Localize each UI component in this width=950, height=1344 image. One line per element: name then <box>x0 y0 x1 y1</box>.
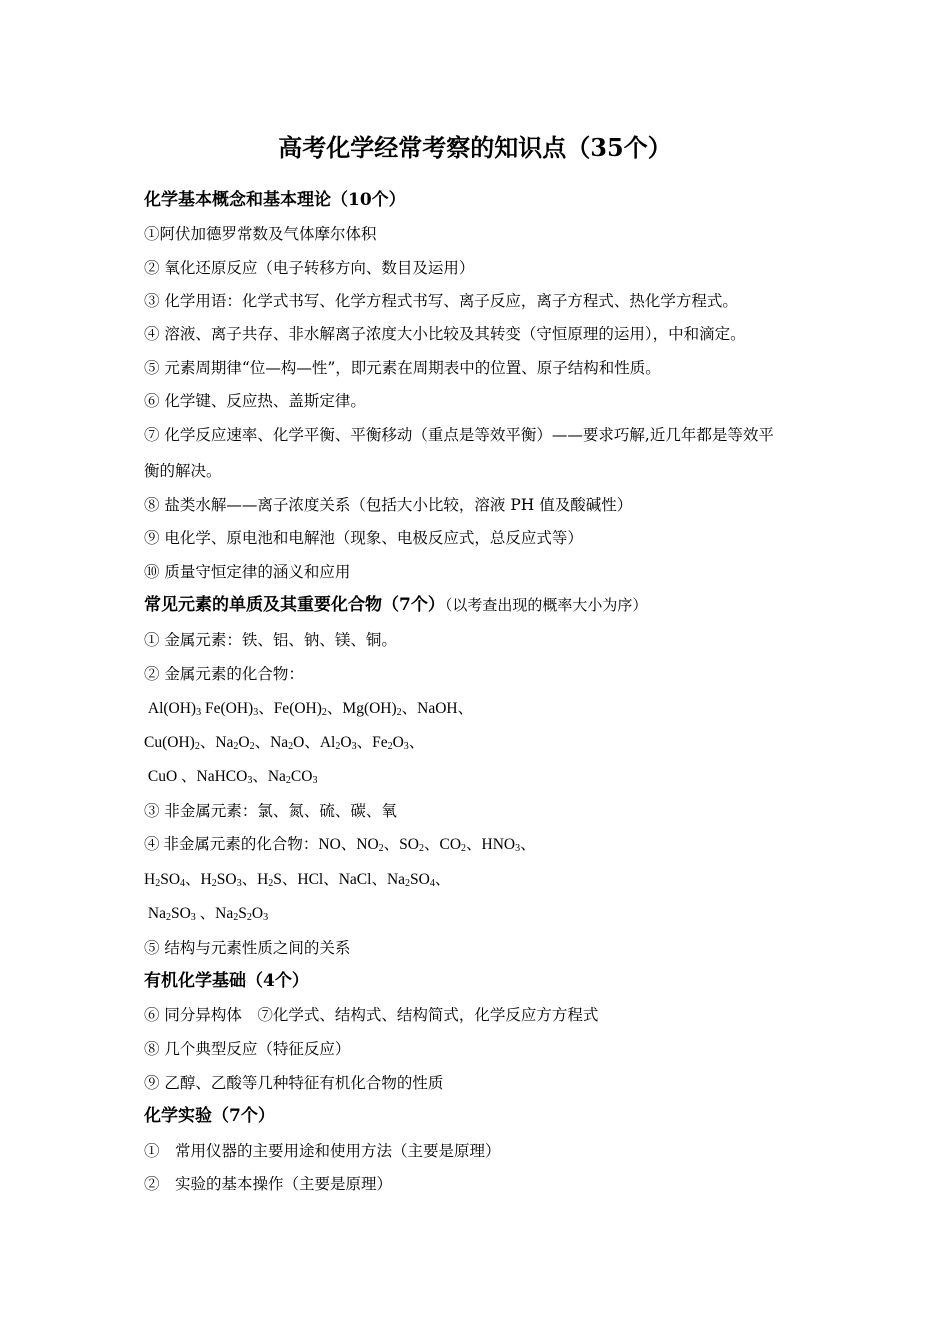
section-heading-experiments: 化学实验（7个） <box>144 1106 275 1126</box>
page-title: 高考化学经常考察的知识点（35个） <box>278 133 672 162</box>
list-item: ② 氧化还原反应（电子转移方向、数目及运用） <box>144 259 475 277</box>
list-item: ⑤ 元素周期律“位—构—性”，即元素在周期表中的位置、原子结构和性质。 <box>144 359 661 377</box>
compound-list-line-3: CuO 、NaHCO$_3$、$Na_2CO_3$ <box>144 768 318 786</box>
list-item: ⑧ 盐类水解——离子浓度关系（包括大小比较，溶液 PH 值及酸碱性） <box>144 496 633 514</box>
section-heading-organic: 有机化学基础（4个） <box>144 971 309 991</box>
list-item-continuation: 衡的解决。 <box>144 462 222 480</box>
list-item: ⑥ 化学键、反应热、盖斯定律。 <box>144 392 366 410</box>
list-item: ④ 溶液、离子共存、非水解离子浓度大小比较及其转变（守恒原理的运用），中和滴定。 <box>144 325 746 343</box>
list-item: ⑥ 同分异构体 ⑦化学式、结构式、结构简式，化学反应方方程式 <box>144 1006 599 1024</box>
compound-list-line-5: $H_2SO_4$、$H_2SO_3$、$H_2S$、HCl、NaCl、$Na_2SO_4$、 <box>144 871 451 889</box>
compound-list-line-6: $Na_2SO_3$ 、$Na_2S_2O_3$ <box>144 905 269 923</box>
list-item: ⑩ 质量守恒定律的涵义和应用 <box>144 563 351 581</box>
list-item-prefix: ④ 非金属元素的化合物： <box>144 836 319 853</box>
list-item: ① 常用仪器的主要用途和使用方法（主要是原理） <box>144 1142 501 1160</box>
list-item: ⑨ 电化学、原电池和电解池（现象、电极反应式，总反应式等） <box>144 529 583 547</box>
compound-list-line-1: $Al(OH)_3$ $Fe(OH)_3$、$Fe(OH)_2$、$Mg(OH)_2$、NaOH、 <box>144 700 474 718</box>
list-item: ② 实验的基本操作（主要是原理） <box>144 1175 393 1193</box>
list-item: ⑦ 化学反应速率、化学平衡、平衡移动（重点是等效平衡）——要求巧解,近几年都是等效平 <box>144 426 774 444</box>
list-item: ⑤ 结构与元素性质之间的关系 <box>144 939 351 957</box>
compound-list-line-4: ④ 非金属元素的化合物：NO、$NO_2$、$SO_2$、$CO_2$、$HNO_3$、 <box>144 836 536 854</box>
section-heading-elements <box>144 593 824 617</box>
section-heading-note: （以考查出现的概率大小为序） <box>444 596 648 614</box>
compound-list-line-2: $Cu(OH)_2$、$Na_2O_2$、$Na_2O$、$Al_2O_3$、$Fe_2O_3$、 <box>144 734 425 752</box>
list-item: ① 金属元素：铁、铝、钠、镁、铜。 <box>144 631 397 649</box>
list-item: ③ 化学用语：化学式书写、化学方程式书写、离子反应，离子方程式、热化学方程式。 <box>144 292 738 310</box>
section-heading-text: 常见元素的单质及其重要化合物（7个） <box>144 595 445 615</box>
list-item: ⑧ 几个典型反应（特征反应） <box>144 1040 351 1058</box>
section-heading-basic-concepts: 化学基本概念和基本理论（10个） <box>144 190 406 210</box>
list-item: ③ 非金属元素：氯、氮、硫、碳、氧 <box>144 802 397 820</box>
list-item: ② 金属元素的化合物： <box>144 665 304 683</box>
list-item: ⑨ 乙醇、乙酸等几种特征有机化合物的性质 <box>144 1074 444 1092</box>
list-item: ①阿伏加德罗常数及气体摩尔体积 <box>144 225 377 243</box>
